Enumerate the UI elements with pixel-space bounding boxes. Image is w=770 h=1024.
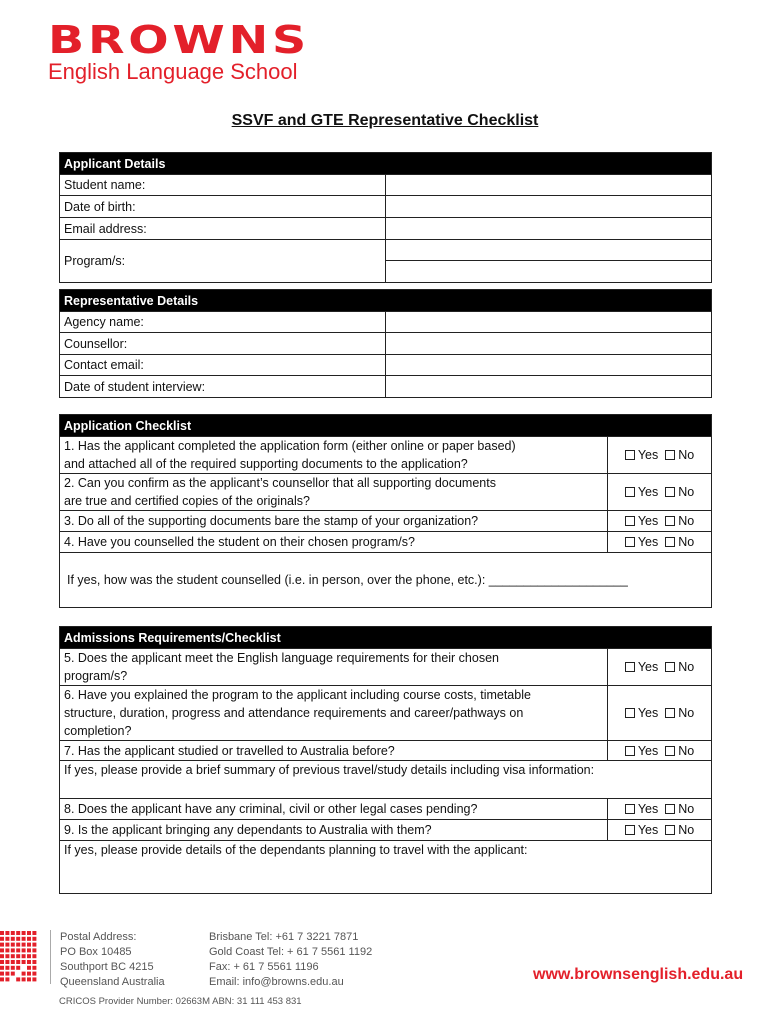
browns-logo — [48, 18, 311, 84]
q9-yes-no[interactable]: Yes No — [608, 820, 712, 841]
travel-history-field[interactable]: If yes, please provide a brief summary of previous travel/study details including visa information: — [60, 761, 712, 799]
yes-checkbox[interactable] — [625, 825, 635, 835]
question-7: 7. Has the applicant studied or travelled to Australia before? — [60, 741, 608, 761]
email-address-field[interactable] — [386, 218, 712, 240]
section-header: Admissions Requirements/Checklist — [60, 627, 712, 649]
field-label: Program/s: — [60, 240, 386, 283]
yes-checkbox[interactable] — [625, 537, 635, 547]
q1-yes-no[interactable]: Yes No — [608, 437, 712, 474]
field-label: Counsellor: — [60, 333, 386, 355]
date-of-birth-field[interactable] — [386, 196, 712, 218]
no-checkbox[interactable] — [665, 825, 675, 835]
question-5: 5. Does the applicant meet the English language requirements for their chosen program/s? — [60, 649, 608, 686]
question-3: 3. Do all of the supporting documents bare the stamp of your organization? — [60, 511, 608, 532]
question-6: 6. Have you explained the program to the applicant including course costs, timetable structure, duration, progress and attendance requirements and career/pathways on completion? — [60, 686, 608, 741]
contact-details: Brisbane Tel: +61 7 3221 7871 Gold Coast Tel: + 61 7 5561 1192 Fax: + 61 7 5561 1196 Email: info@browns.edu.au — [209, 931, 373, 988]
contact-email-field[interactable] — [386, 355, 712, 376]
counselling-method-field[interactable]: If yes, how was the student counselled (i.e. in person, over the phone, etc.): ____________________ — [60, 553, 712, 608]
no-checkbox[interactable] — [665, 516, 675, 526]
section-header: Application Checklist — [60, 415, 712, 437]
yes-checkbox[interactable] — [625, 487, 635, 497]
yes-checkbox[interactable] — [625, 662, 635, 672]
yes-checkbox[interactable] — [625, 804, 635, 814]
field-label: Student name: — [60, 175, 386, 196]
question-4: 4. Have you counselled the student on their chosen program/s? — [60, 532, 608, 553]
dependants-details-field[interactable]: If yes, please provide details of the dependants planning to travel with the applicant: — [60, 841, 712, 894]
no-checkbox[interactable] — [665, 662, 675, 672]
question-8: 8. Does the applicant have any criminal, civil or other legal cases pending? — [60, 799, 608, 820]
no-checkbox[interactable] — [665, 746, 675, 756]
agency-name-field[interactable] — [386, 312, 712, 333]
field-label: Date of birth: — [60, 196, 386, 218]
interview-date-field[interactable] — [386, 376, 712, 398]
document-title: SSVF and GTE Representative Checklist — [231, 112, 539, 129]
program-field[interactable] — [386, 240, 712, 283]
browns-grid-logo-icon — [0, 931, 38, 983]
section-header: Applicant Details — [60, 153, 712, 175]
q5-yes-no[interactable]: Yes No — [608, 649, 712, 686]
student-name-field[interactable] — [386, 175, 712, 196]
field-label: Agency name: — [60, 312, 386, 333]
no-checkbox[interactable] — [665, 804, 675, 814]
q7-yes-no[interactable]: Yes No — [608, 741, 712, 761]
yes-checkbox[interactable] — [625, 516, 635, 526]
no-checkbox[interactable] — [665, 537, 675, 547]
field-label: Date of student interview: — [60, 376, 386, 398]
applicant-details-table — [59, 152, 712, 283]
question-1: 1. Has the applicant completed the application form (either online or paper based) and attached all of the required supporting documents to the application? — [60, 437, 608, 474]
field-label: Contact email: — [60, 355, 386, 376]
no-checkbox[interactable] — [665, 450, 675, 460]
logo-wordmark: BROWNS — [48, 18, 311, 62]
section-header: Representative Details — [60, 290, 712, 312]
question-9: 9. Is the applicant bringing any dependants to Australia with them? — [60, 820, 608, 841]
question-2: 2. Can you confirm as the applicant’s counsellor that all supporting documents are true and certified copies of the originals? — [60, 474, 608, 511]
yes-checkbox[interactable] — [625, 450, 635, 460]
no-checkbox[interactable] — [665, 487, 675, 497]
q8-yes-no[interactable]: Yes No — [608, 799, 712, 820]
cricos-info: CRICOS Provider Number: 02663M ABN: 31 111 453 831 — [59, 996, 302, 1007]
yes-checkbox[interactable] — [625, 746, 635, 756]
representative-details-table — [59, 289, 712, 398]
q2-yes-no[interactable]: Yes No — [608, 474, 712, 511]
counsellor-field[interactable] — [386, 333, 712, 355]
field-label: Email address: — [60, 218, 386, 240]
no-checkbox[interactable] — [665, 708, 675, 718]
admissions-checklist-table — [59, 626, 712, 894]
q6-yes-no[interactable]: Yes No — [608, 686, 712, 741]
postal-address: Postal Address: PO Box 10485 Southport BC 4215 Queensland Australia — [60, 931, 165, 988]
logo-tagline: English Language School — [48, 59, 298, 84]
application-checklist-table — [59, 414, 712, 608]
yes-checkbox[interactable] — [625, 708, 635, 718]
q4-yes-no[interactable]: Yes No — [608, 532, 712, 553]
footer-divider — [50, 930, 51, 984]
website-link[interactable]: www.brownsenglish.edu.au — [533, 966, 744, 983]
q3-yes-no[interactable]: Yes No — [608, 511, 712, 532]
